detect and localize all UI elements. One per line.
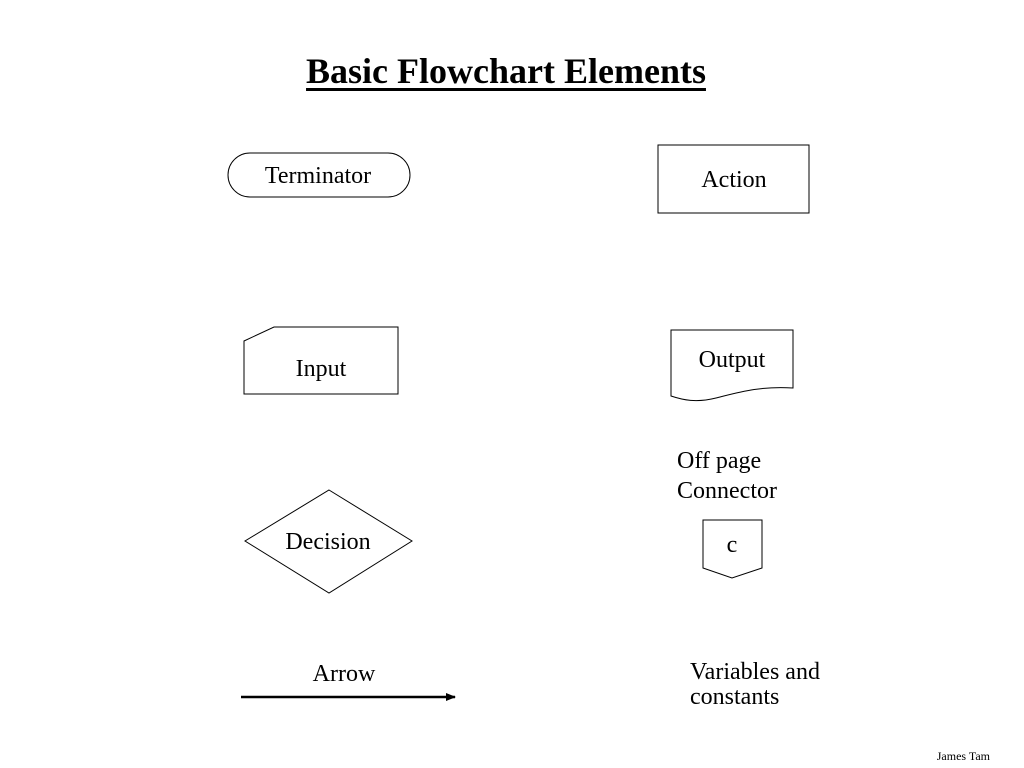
variables-constants-caption (690, 660, 930, 710)
decision-symbol (245, 490, 412, 593)
output-label: Output (698, 347, 766, 373)
offpage-connector-symbol (703, 520, 762, 578)
footer-author: James Tam (936, 749, 990, 763)
input-label: Input (295, 356, 347, 382)
slide-title: Basic Flowchart Elements (306, 51, 706, 91)
terminator-label: Terminator (264, 163, 372, 189)
action-label: Action (701, 167, 767, 193)
input-symbol (244, 327, 398, 394)
variables-caption-line-2: constants (690, 684, 780, 710)
action-symbol (658, 145, 809, 213)
offpage-caption-line-2: Connector (677, 478, 777, 504)
offpage-connector-label: c (726, 532, 738, 558)
terminator-symbol (228, 153, 410, 197)
output-symbol (671, 330, 793, 401)
offpage-caption-line-1: Off page (677, 448, 762, 474)
arrow-label: Arrow (312, 661, 376, 687)
decision-label: Decision (285, 529, 371, 555)
arrow-symbol (241, 661, 455, 697)
offpage-connector-caption (677, 446, 877, 506)
variables-caption-line-1: Variables and (690, 659, 820, 685)
